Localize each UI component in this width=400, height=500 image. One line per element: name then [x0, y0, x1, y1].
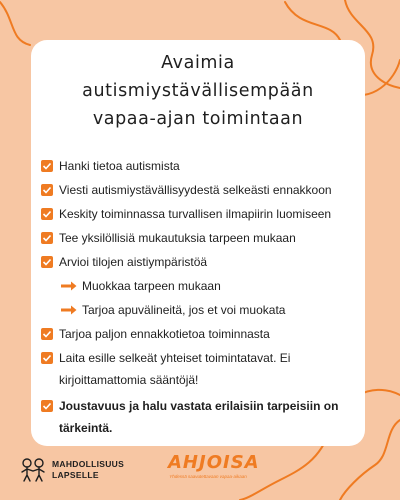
list-item	[41, 323, 359, 345]
list-item	[41, 179, 359, 201]
arrow-right-icon	[61, 281, 77, 291]
title-line: autismiystävällisempään	[82, 81, 314, 101]
checkbox-icon	[41, 400, 53, 412]
list-item	[41, 347, 359, 391]
mahdollisuus-lapselle-logo	[20, 458, 124, 482]
title-line: Avaimia	[161, 53, 235, 73]
sub-list-item	[61, 299, 362, 321]
checkbox-icon	[41, 208, 53, 220]
kids-icon	[20, 458, 46, 482]
list-item-text: Tarjoa paljon ennakkotietoa toiminnasta	[59, 327, 270, 341]
title-line: vapaa-ajan toimintaan	[92, 109, 304, 129]
page-title	[31, 49, 365, 133]
checkbox-icon	[41, 184, 53, 196]
logo-text: LAPSELLE	[52, 470, 99, 480]
arrow-right-icon	[61, 305, 77, 315]
content-card	[31, 40, 365, 446]
list-item-text: Arvioi tilojen aistiympäristöä	[59, 255, 208, 269]
checkbox-icon	[41, 160, 53, 172]
logo-tagline: Yhdessä saavutettavaan vapaa-aikaan	[169, 474, 247, 479]
ahjoisa-logo	[168, 452, 260, 479]
checkbox-icon	[41, 232, 53, 244]
list-item-text: Keskity toiminnassa turvallisen ilmapiirin luomiseen	[59, 207, 332, 221]
list-item	[41, 395, 359, 439]
list-item	[41, 251, 359, 273]
list-item-text: Tarjoa apuvälineitä, jos et voi muokata	[82, 303, 286, 317]
list-item	[41, 227, 359, 249]
checkbox-icon	[41, 352, 53, 364]
list-item	[41, 155, 359, 177]
logo-text: AHJOISA	[168, 452, 260, 473]
list-item-text: Tee yksilöllisiä mukautuksia tarpeen mukaan	[59, 231, 296, 245]
list-item-text: Muokkaa tarpeen mukaan	[82, 279, 221, 293]
list-item-text: Viesti autismiystävällisyydestä selkeästi ennakkoon	[59, 183, 332, 197]
logo-text: MAHDOLLISUUS	[52, 459, 125, 469]
list-item	[41, 203, 359, 225]
checkbox-icon	[41, 256, 53, 268]
checkbox-icon	[41, 328, 53, 340]
list-item-text: Hanki tietoa autismista	[59, 159, 180, 173]
list-item-text: Laita esille selkeät yhteiset toimintatavat. Ei kirjoittamattomia sääntöjä!	[59, 351, 291, 387]
list-item-text: Joustavuus ja halu vastata erilaisiin tarpeisiin on tärkeintä.	[59, 399, 339, 435]
sub-list-item	[61, 275, 362, 297]
